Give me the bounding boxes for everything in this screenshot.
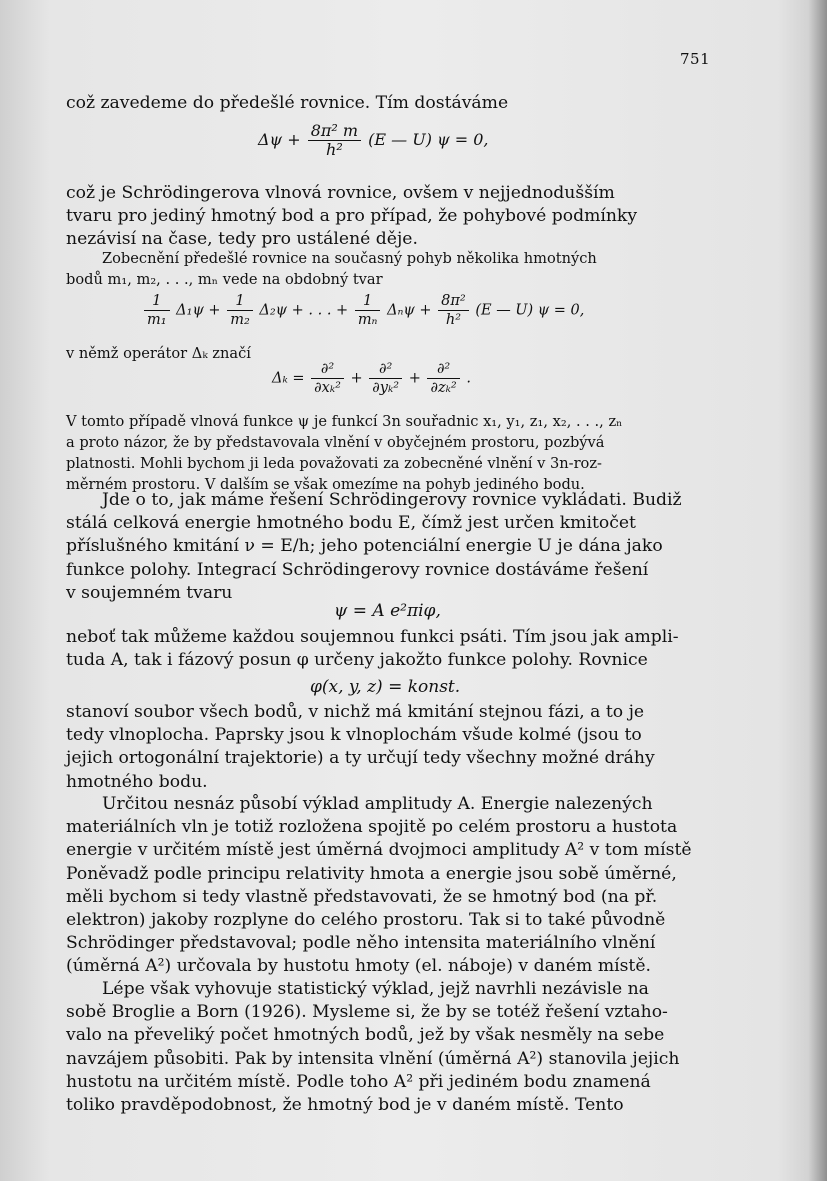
paragraph-1: což je Schrödingerova vlnová rovnice, ovšem v nejjednodušším tvaru pro jediný hmotný bod a pro případ, že pohybové podmínky nezávisí na čase, tedy pro ustálené děje. [66,183,638,250]
equation-wave-solution: ψ = A e²πiφ, [334,601,441,621]
fraction: $\frac{\text{8π² m}}{\text{h²}}$ [308,122,361,159]
paragraph-5: neboť tak můžeme každou soujemnou funkci psáti. Tím jsou jak ampli- tuda A, tak i fázový posun φ určeny jakožto funkce polohy. Rovnice [66,627,679,671]
page-number: 751 [680,50,711,68]
paragraph-8: Lépe však vyhovuje statistický výklad, jejž navrhli nezávisle na sobě Broglie a Born (1926). Mysleme si, že by se totéž řešení vztaho- valo na převeliký počet hmotných bodů, jež by však nesměly na sebe navzájem působiti. Pak by intensita vlnění (úměrná A²) stanovila jejich hustotu na určitém místě. Podle toho A² při jediném bodu znamená toliko pravděpodobnost, že hmotný bod je v daném místě. Tento [66,979,680,1115]
paragraph-6: stanoví soubor všech bodů, v nichž má kmitání stejnou fázi, a to je tedy vlnoplocha. Paprsky jsou k vlnoplochám všude kolmé (jsou to jejich ortogonální trajektorie) a ty určují tedy všechny možné dráhy hmotného bodu. [66,702,655,792]
equation-phase: φ(x, y, z) = konst. [310,677,461,697]
paragraph-2: Zobecnění předešlé rovnice na současný pohyb několika hmotných bodů m₁, m₂, . . ., mₙ vede na obdobný tvar [66,250,597,288]
page-edge-shadow [809,0,827,1181]
equation-laplace-operator: Δₖ = $\frac{\text{∂²}}{\text{∂xₖ²}}$ + $\frac{\text{∂²}}{\text{∂yₖ²}}$ + $\frac{\text{∂²}}{\text{∂zₖ²}}$ . [272,361,471,396]
paragraph-4: Jde o to, jak máme řešení Schrödingerovy rovnice vykládati. Budiž stálá celková energie hmotného bodu E, čímž jest určen kmitočet příslušného kmitání ν = E/h; jeho potenciální energie U je dána jako funkce polohy. Integrací Schrödingerovy rovnice dostáváme řešení v soujemném tvaru [66,490,682,603]
operator-line: v němž operátor Δₖ značí [66,345,251,362]
equation-schrodinger-many: $\frac{1}{\text{m₁}}$ Δ₁ψ + $\frac{1}{\text{m₂}}$ Δ₂ψ + . . . + $\frac{1}{\text{mₙ}}$ Δₙψ + $\frac{\text{8π²}}{\text{h²}}$ (E — U) ψ = 0, [142,292,584,329]
equation-schrodinger-single: Δψ + $\frac{\text{8π² m}}{\text{h²}}$ (E — U) ψ = 0, [258,121,489,159]
paragraph-7: Určitou nesnáz působí výklad amplitudy A. Energie nalezených materiálních vln je totiž rozložena spojitě po celém prostoru a hustota energie v určitém místě jest úměrná dvojmoci amplitudy A² v tom místě Poněvadž podle principu relativity hmota a energie jsou sobě úměrné, měli bychom si tedy vlastně představovati, že se hmotný bod (na př. elektron) jakoby rozplyne do celého prostoru. Tak si to také původně Schrödinger představoval; podle něho intensita materiálního vlnění (úměrná A²) určovala by hustotu hmoty (el. náboje) v daném místě. [66,794,692,977]
paragraph-3: V tomto případě vlnová funkce ψ je funkcí 3n souřadnic x₁, y₁, z₁, x₂, . . ., zₙ a proto názor, že by představovala vlnění v obyčejném prostoru, pozbývá platnosti. Mohli bychom ji leda považovati za zobecněné vlnění v 3n-roz- měrném prostoru. V dalším se však omezíme na pohyb jediného bodu. [66,413,623,493]
intro-line: což zavedeme do předešlé rovnice. Tím dostáváme [66,93,509,113]
